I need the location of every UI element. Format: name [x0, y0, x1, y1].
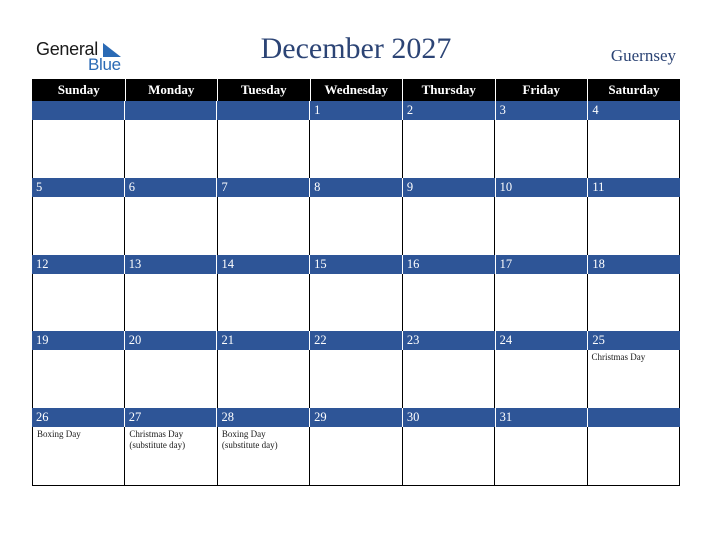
day-number: 24: [495, 331, 588, 350]
day-cell: [32, 350, 124, 408]
day-cell: [494, 197, 586, 255]
logo-word-general: General: [36, 39, 98, 59]
country-label: Guernsey: [610, 46, 676, 65]
day-number: [32, 101, 124, 120]
day-number: 12: [36, 257, 49, 271]
day-cell: [494, 274, 586, 332]
day-number: 10: [495, 178, 588, 197]
day-number: 4: [587, 101, 680, 120]
day-cell: [494, 120, 586, 178]
day-cell: [32, 274, 124, 332]
holiday-label: Boxing Day: [32, 427, 124, 485]
weekday-monday: Monday: [125, 79, 218, 101]
holiday-label: Boxing Day (substitute day): [217, 427, 309, 485]
day-cell: [494, 427, 586, 485]
day-cell: [217, 197, 309, 255]
day-number: 26: [36, 410, 49, 424]
day-number: 17: [495, 255, 588, 274]
day-number: 29: [309, 408, 402, 427]
day-cell: [309, 120, 401, 178]
day-number: 21: [216, 331, 309, 350]
day-number: [216, 101, 309, 120]
day-number: [587, 408, 680, 427]
day-number: 20: [124, 331, 217, 350]
week-row: [32, 331, 680, 409]
day-cell: [402, 274, 494, 332]
day-number: 8: [309, 178, 402, 197]
day-cell: [587, 274, 680, 332]
day-cell: [124, 197, 216, 255]
day-cell: [494, 350, 586, 408]
day-cell: [402, 350, 494, 408]
day-cell: [217, 350, 309, 408]
day-number: [124, 101, 217, 120]
weekday-friday: Friday: [495, 79, 588, 101]
day-cell: [217, 274, 309, 332]
day-cell: [402, 120, 494, 178]
day-cell: [587, 197, 680, 255]
day-cell: [309, 274, 401, 332]
holiday-label: Christmas Day (substitute day): [124, 427, 216, 485]
day-cell: [587, 120, 680, 178]
holiday-label: Christmas Day: [587, 350, 680, 408]
page-title: December 2027: [260, 32, 452, 65]
day-number: 6: [124, 178, 217, 197]
day-number: 23: [402, 331, 495, 350]
day-number: 5: [36, 180, 43, 194]
day-number: 31: [495, 408, 588, 427]
day-number: 15: [309, 255, 402, 274]
day-cell: [402, 197, 494, 255]
day-number: 22: [309, 331, 402, 350]
day-number: 28: [216, 408, 309, 427]
day-cell: [309, 350, 401, 408]
day-number: 3: [495, 101, 588, 120]
day-number: 18: [587, 255, 680, 274]
week-row: [32, 408, 680, 486]
weekday-header: [32, 79, 680, 101]
day-number: 19: [36, 333, 49, 347]
weekday-sunday: Sunday: [33, 79, 126, 101]
day-number: 9: [402, 178, 495, 197]
day-number: 2: [402, 101, 495, 120]
day-cell: [124, 120, 216, 178]
day-number: 27: [124, 408, 217, 427]
weekday-saturday: Saturday: [588, 79, 681, 101]
day-number: 11: [587, 178, 680, 197]
day-cell: [32, 197, 124, 255]
day-cell: [309, 197, 401, 255]
day-cell: [124, 274, 216, 332]
week-row: [32, 178, 680, 256]
day-cell: [587, 427, 680, 485]
weekday-tuesday: Tuesday: [218, 79, 311, 101]
week-row: [32, 255, 680, 333]
day-number: 13: [124, 255, 217, 274]
day-cell: [402, 427, 494, 485]
day-cell: [217, 120, 309, 178]
day-cell: [124, 350, 216, 408]
logo-word-blue: Blue: [88, 55, 121, 74]
day-number: 7: [216, 178, 309, 197]
day-number: 16: [402, 255, 495, 274]
day-number: 14: [216, 255, 309, 274]
weekday-thursday: Thursday: [403, 79, 496, 101]
day-number: 25: [587, 331, 680, 350]
day-number: 30: [402, 408, 495, 427]
week-row: [32, 101, 680, 179]
day-cell: [32, 120, 124, 178]
day-cell: [309, 427, 401, 485]
weekday-wednesday: Wednesday: [310, 79, 403, 101]
day-number: 1: [309, 101, 402, 120]
